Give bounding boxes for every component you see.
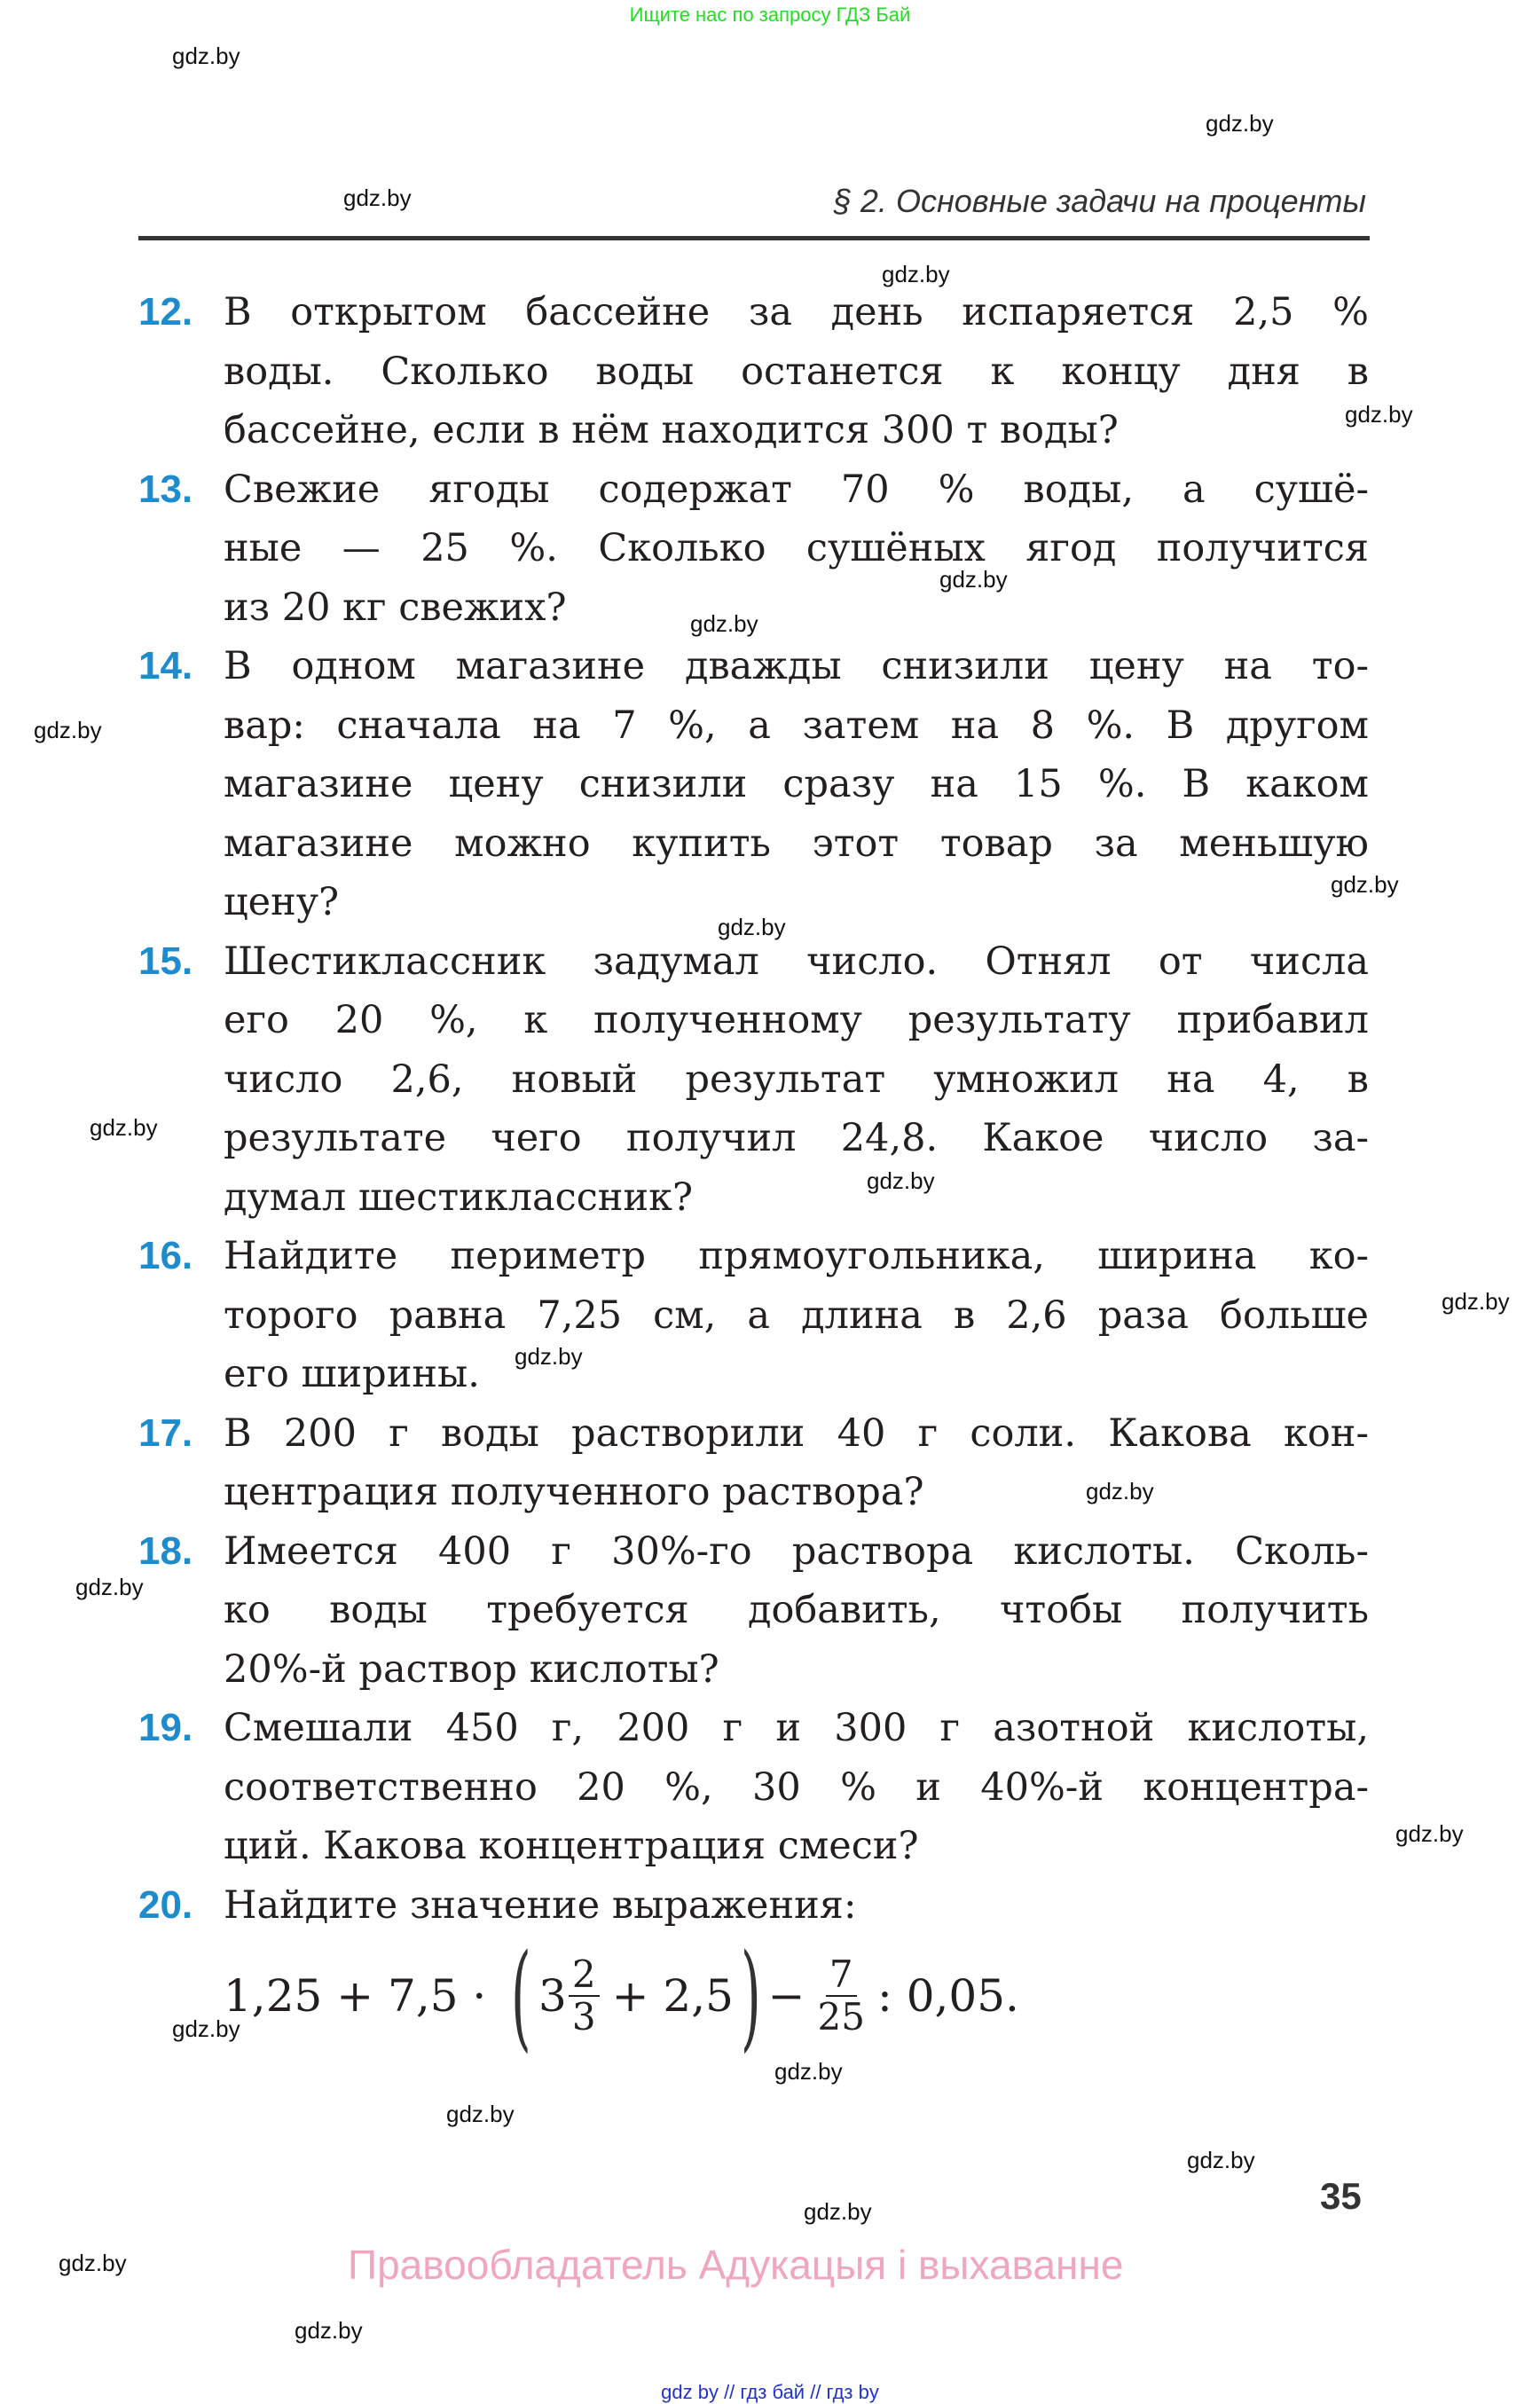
problem-number: 20. [138, 1882, 193, 1927]
top-ad-link[interactable]: Ищите нас по запросу ГДЗ Бай [629, 4, 911, 26]
problem-text-line: его ширины. [224, 1352, 480, 1396]
section-title: § 2. Основные задачи на проценты [833, 183, 1366, 219]
problem-text-line: ко воды требуется добавить, чтобы получить [224, 1588, 1369, 1632]
formula-part: 1,25 + 7,5 · [224, 1970, 487, 2022]
mixed-whole: 3 [538, 1970, 567, 2022]
problem-text-line: вар: сначала на 7 %, а затем на 8 %. В другом [224, 703, 1369, 748]
page-number: 35 [1320, 2175, 1362, 2217]
problem-number: 14. [138, 644, 193, 687]
problem-text-line: его 20 %, к полученному результату прибавил [224, 998, 1369, 1042]
fraction-seven-25ths [818, 1954, 865, 2038]
problem-number: 16. [138, 1234, 193, 1277]
watermark-gdz: gdz.by [295, 2317, 363, 2344]
watermark-gdz: gdz.by [1086, 1478, 1154, 1504]
watermark-gdz: gdz.by [34, 717, 102, 743]
fraction-two-thirds [569, 1954, 600, 2038]
watermark-gdz: gdz.by [804, 2198, 872, 2225]
problem-text-line: число 2,6, новый результат умножил на 4, в [224, 1057, 1369, 1102]
denominator: 25 [817, 1995, 865, 2039]
minus-sign: − [767, 1970, 805, 2022]
copyright-notice: Правообладатель Адукацыя і выхаванне [348, 2242, 1124, 2288]
watermark-gdz: gdz.by [1345, 401, 1413, 428]
header-divider [138, 236, 1370, 240]
problem-number: 18. [138, 1528, 193, 1573]
problem-text-line: 20%-й раствор кислоты? [224, 1646, 719, 1692]
watermark-gdz: gdz.by [515, 1343, 583, 1370]
watermark-gdz: gdz.by [343, 185, 412, 211]
watermark-gdz: gdz.by [718, 914, 786, 940]
formula-part: + 2,5 [611, 1970, 734, 2022]
problem-number: 17. [138, 1410, 193, 1455]
numerator: 7 [826, 1954, 857, 1997]
problem-text-line: из 20 кг свежих? [224, 585, 567, 630]
watermark-gdz: gdz.by [1187, 2147, 1255, 2173]
problem-text-line: думал шестиклассник? [224, 1175, 694, 1220]
problem-text-line: результате чего получил 24,8. Какое число за- [224, 1116, 1369, 1160]
watermark-gdz: gdz.by [172, 2015, 240, 2042]
watermark-gdz: gdz.by [75, 1574, 144, 1600]
problem-text-line: воды. Сколько воды останется к концу дня в [224, 349, 1369, 394]
watermark-gdz: gdz.by [172, 43, 240, 69]
problem-text-line: Найдите значение выражения: [224, 1882, 857, 1928]
watermark-gdz: gdz.by [1395, 1820, 1464, 1847]
formula-part: : 0,05. [876, 1970, 1019, 2022]
problem-number: 15. [138, 939, 193, 983]
watermark-gdz: gdz.by [774, 2058, 843, 2085]
problem-text-line: ные — 25 %. Сколько сушёных ягод получится [224, 526, 1369, 570]
problem-text-line: магазине цену снизили сразу на 15 %. В каком [224, 762, 1369, 806]
footer-links[interactable]: gdz by // гдз бай // гдз by [661, 2381, 879, 2403]
problem-text-line: цену? [224, 880, 340, 924]
open-paren: ( [511, 1929, 532, 2063]
problem-text-line: Шестиклассник задумал число. Отнял от числа [224, 939, 1369, 984]
problem-text-line: В 200 г воды растворили 40 г соли. Какова кон- [224, 1410, 1369, 1456]
problem-text-line: Имеется 400 г 30%-го раствора кислоты. Сколь- [224, 1528, 1369, 1574]
close-paren: ) [740, 1929, 761, 2063]
problem-text-line: бассейне, если в нём находится 300 т воды? [224, 408, 1119, 452]
watermark-gdz: gdz.by [1206, 110, 1274, 137]
problem-number: 13. [138, 467, 193, 511]
watermark-gdz: gdz.by [446, 2101, 515, 2127]
problem-text-line: центрация полученного раствора? [224, 1470, 924, 1514]
math-expression [224, 1929, 1019, 2062]
problem-text-line: Свежие ягоды содержат 70 % воды, а сушё- [224, 467, 1369, 512]
watermark-gdz: gdz.by [59, 2250, 127, 2276]
watermark-gdz: gdz.by [867, 1167, 935, 1194]
watermark-gdz: gdz.by [1442, 1288, 1510, 1315]
problem-text-line: Смешали 450 г, 200 г и 300 г азотной кислоты, [224, 1706, 1369, 1750]
watermark-gdz: gdz.by [690, 610, 758, 637]
problem-text-line: торого равна 7,25 см, а длина в 2,6 раза больше [224, 1292, 1369, 1338]
numerator: 2 [569, 1954, 600, 1997]
watermark-gdz: gdz.by [1331, 871, 1399, 898]
problem-text-line: соответственно 20 %, 30 % и 40%-й концентра- [224, 1764, 1369, 1810]
problem-text-line: ций. Какова концентрация смеси? [224, 1824, 919, 1868]
watermark-gdz: gdz.by [939, 566, 1008, 593]
watermark-gdz: gdz.by [882, 261, 950, 287]
problem-text-line: В открытом бассейне за день испаряется 2,5 % [224, 290, 1369, 334]
problem-text-line: В одном магазине дважды снизили цену на то- [224, 644, 1369, 688]
denominator: 3 [571, 1995, 596, 2039]
problem-number: 12. [138, 290, 193, 334]
problem-number: 19. [138, 1706, 193, 1749]
problem-text-line: Найдите периметр прямоугольника, ширина ко- [224, 1234, 1369, 1278]
problem-text-line: магазине можно купить этот товар за меньшую [224, 821, 1369, 866]
watermark-gdz: gdz.by [90, 1114, 158, 1141]
